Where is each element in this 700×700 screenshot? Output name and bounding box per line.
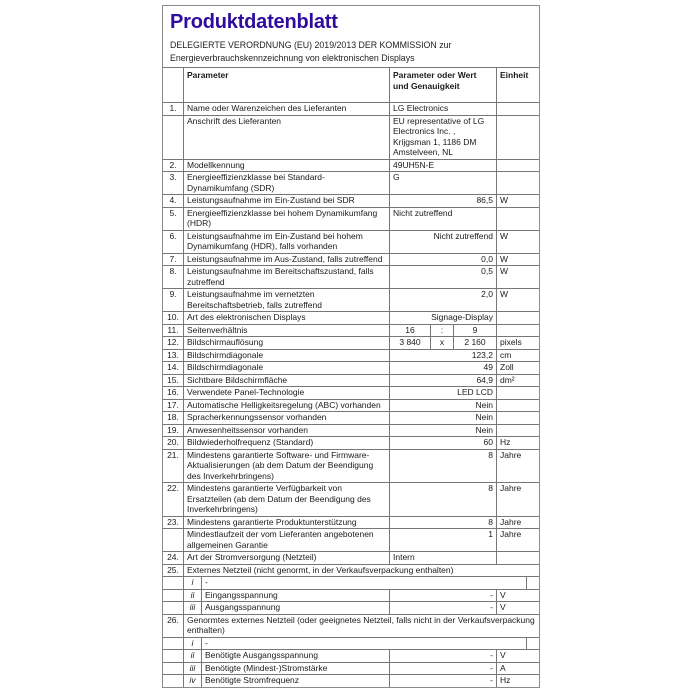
table-row <box>163 450 539 484</box>
unit-cell <box>497 208 539 230</box>
unit-cell: Jahre <box>500 449 522 460</box>
parameter-name: Mindestens garantierte Verfügbarkeit von Ersatzteilen (ab dem Datum der Beendigung des Inverkehrbringens) <box>184 483 390 516</box>
parameter-name: Leistungsaufnahme im Ein-Zustand bei hohem Dynamikumfang (HDR), falls vorhanden <box>184 231 390 253</box>
table-row <box>163 116 539 160</box>
table-row <box>163 362 539 375</box>
table-row <box>163 231 539 254</box>
unit-cell: A <box>500 662 506 673</box>
row-number: 14. <box>163 362 184 374</box>
roman-index: iii <box>184 602 202 614</box>
parameter-name: Bildschirmauflösung <box>184 337 390 349</box>
row-number: 26. <box>163 615 184 637</box>
sub-parameter-value: - <box>390 675 497 687</box>
sub-parameter-value: - <box>390 602 497 614</box>
product-datasheet <box>162 5 540 688</box>
table-row <box>163 400 539 413</box>
page-title: Produktdatenblatt <box>170 11 338 33</box>
row-number: 21. <box>163 450 184 483</box>
unit-cell: W <box>500 289 509 299</box>
unit-cell: W <box>500 266 509 276</box>
sub-parameter-name: Benötigte Ausgangsspannung <box>202 650 390 662</box>
table-row-section <box>163 565 539 578</box>
parameter-name: Bildschirmdiagonale <box>184 350 390 362</box>
table-row <box>163 437 539 450</box>
parameter-value: 123,2 <box>390 350 497 362</box>
unit-cell: V <box>500 589 506 600</box>
row-number: 9. <box>163 289 184 311</box>
resolution-width: 3 840 <box>390 337 431 349</box>
sub-parameter-name: Benötigte (Mindest-)Stromstärke <box>202 663 390 675</box>
parameter-name: Energieeffizienzklasse bei hohem Dynamikumfang (HDR) <box>184 208 390 230</box>
header-parameter: Parameter <box>184 68 390 102</box>
unit-cell: Jahre <box>500 483 522 493</box>
row-number: 3. <box>163 172 184 194</box>
table-subrow <box>163 663 539 676</box>
resolution-separator: x <box>431 337 454 349</box>
row-number: 23. <box>163 517 184 529</box>
parameter-value: Nein <box>390 412 497 424</box>
row-number: 18. <box>163 412 184 424</box>
unit-cell <box>497 412 539 424</box>
parameter-value: Intern <box>390 552 497 564</box>
parameter-name: Leistungsaufnahme im Aus-Zustand, falls zutreffend <box>184 254 390 266</box>
parameter-value: LG Electronics <box>390 103 497 115</box>
end-cell <box>527 638 539 650</box>
row-number: 17. <box>163 400 184 412</box>
parameter-name: Modellkennung <box>184 160 390 172</box>
roman-index: ii <box>184 590 202 602</box>
row-number: 15. <box>163 375 184 387</box>
row-number: 25. <box>163 565 184 577</box>
parameter-name: Spracherkennungssensor vorhanden <box>184 412 390 424</box>
row-number <box>163 663 184 675</box>
row-number: 19. <box>163 425 184 437</box>
parameter-value: 60 <box>390 437 497 449</box>
row-number: 8. <box>163 266 184 288</box>
unit-cell: W <box>500 230 509 241</box>
row-number: 24. <box>163 552 184 564</box>
parameter-value: EU representative of LG Electronics Inc. , Krijgsman 1, 1186 DM Amstelveen, NL <box>390 116 497 159</box>
parameter-value: Nicht zutreffend <box>390 231 497 253</box>
sub-parameter-value: - <box>390 650 497 662</box>
parameter-name: Bildschirmdiagonale <box>184 362 390 374</box>
parameter-name: Leistungsaufnahme im Ein-Zustand bei SDR <box>184 195 390 207</box>
resolution-height: 2 160 <box>454 337 497 349</box>
table-subrow-dash <box>163 638 539 651</box>
ratio-height: 9 <box>454 325 497 337</box>
table-header-row <box>163 68 539 103</box>
row-number: 16. <box>163 387 184 399</box>
unit-cell <box>497 387 539 399</box>
header-value: Parameter oder Wert und Genauigkeit <box>390 68 497 102</box>
sub-parameter-value: - <box>390 663 497 675</box>
roman-index: iv <box>184 675 202 687</box>
parameter-value: 8 <box>390 517 497 529</box>
unit-cell: V <box>500 602 506 612</box>
unit-cell <box>497 160 539 172</box>
parameter-name: Leistungsaufnahme im vernetzten Bereitschaftsbetrieb, falls zutreffend <box>184 289 390 311</box>
unit-cell <box>497 325 539 337</box>
table-subrow <box>163 675 539 687</box>
parameter-value: 0,5 <box>390 266 497 288</box>
parameter-value: 8 <box>390 483 497 516</box>
table-row <box>163 266 539 289</box>
parameter-value: 2,0 <box>390 289 497 311</box>
roman-index: iii <box>184 663 202 675</box>
parameter-name: Leistungsaufnahme im Bereitschaftszustand, falls zutreffend <box>184 266 390 288</box>
sub-parameter-name: Eingangsspannung <box>202 590 390 602</box>
section-title: Genormtes externes Netzteil (oder geeignetes Netzteil, falls nicht in der Verkaufsverpackung enthalten) <box>187 614 535 635</box>
unit-cell <box>497 172 539 194</box>
parameter-name: Seitenverhältnis <box>184 325 390 337</box>
parameter-value: 0,0 <box>390 254 497 266</box>
table-row <box>163 483 539 517</box>
row-number: 11. <box>163 325 184 337</box>
parameter-value: Nein <box>390 400 497 412</box>
unit-cell: Jahre <box>500 516 522 527</box>
table-row <box>163 103 539 116</box>
dash-cell: - <box>202 638 527 650</box>
parameter-name: Bildwiederholfrequenz (Standard) <box>184 437 390 449</box>
table-row <box>163 208 539 231</box>
unit-cell <box>497 116 539 159</box>
unit-cell: W <box>500 195 509 205</box>
table-row-resolution <box>163 337 539 350</box>
parameter-value: 49UH5N-E <box>390 160 497 172</box>
table-row <box>163 425 539 438</box>
parameter-name: Mindestens garantierte Software- und Firmware-Aktualisierungen (ab dem Datum der Beendigung des Inverkehrbringens) <box>184 450 390 483</box>
parameter-name: Automatische Helligkeitsregelung (ABC) vorhanden <box>184 400 390 412</box>
table-row-section <box>163 615 539 638</box>
row-number <box>163 590 184 602</box>
table-subrow <box>163 650 539 663</box>
parameter-name: Energieeffizienzklasse bei Standard-Dynamikumfang (SDR) <box>184 172 390 194</box>
row-number: 2. <box>163 160 184 172</box>
row-number <box>163 638 184 650</box>
row-number: 7. <box>163 254 184 266</box>
header-number-cell <box>163 68 184 102</box>
sub-parameter-value: - <box>390 590 497 602</box>
table-row <box>163 254 539 267</box>
unit-cell <box>497 400 539 412</box>
unit-cell <box>497 312 539 324</box>
table-row <box>163 312 539 325</box>
unit-cell: Jahre <box>500 529 522 539</box>
table-row <box>163 375 539 388</box>
unit-cell: W <box>500 253 509 264</box>
parameter-value: 64,9 <box>390 375 497 387</box>
sub-parameter-name: Benötigte Stromfrequenz <box>202 675 390 687</box>
section-title: Externes Netzteil (nicht genormt, in der Verkaufsverpackung enthalten) <box>187 564 454 575</box>
parameter-value: Nicht zutreffend <box>390 208 497 230</box>
table-subrow <box>163 602 539 615</box>
row-number: 13. <box>163 350 184 362</box>
table-row <box>163 160 539 173</box>
parameter-value: LED LCD <box>390 387 497 399</box>
table-row <box>163 195 539 208</box>
unit-cell <box>497 103 539 115</box>
row-number <box>163 529 184 551</box>
table-subrow-dash <box>163 577 539 590</box>
table-row <box>163 350 539 363</box>
roman-index: i <box>184 638 202 650</box>
row-number: 6. <box>163 231 184 253</box>
subtitle-line-2: Energieverbrauchskennzeichnung von elektronischen Displays <box>170 52 415 63</box>
row-number <box>163 675 184 687</box>
roman-index: ii <box>184 650 202 662</box>
roman-index: i <box>184 577 202 589</box>
parameter-name: Anwesenheitssensor vorhanden <box>184 425 390 437</box>
parameter-value: G <box>390 172 497 194</box>
parameter-value: 8 <box>390 450 497 483</box>
parameter-value: Signage-Display <box>390 312 497 324</box>
table-row <box>163 289 539 312</box>
end-cell <box>527 577 539 589</box>
parameter-name: Verwendete Panel-Technologie <box>184 387 390 399</box>
unit-cell <box>497 425 539 437</box>
table-row <box>163 172 539 195</box>
unit-cell: pixels <box>500 337 522 347</box>
ratio-width: 16 <box>390 325 431 337</box>
row-number: 20. <box>163 437 184 449</box>
parameter-name: Art der Stromversorgung (Netzteil) <box>184 552 390 564</box>
unit-cell: dm² <box>500 374 515 385</box>
unit-cell: Hz <box>500 675 511 685</box>
spec-table <box>163 67 539 687</box>
parameter-value: Nein <box>390 425 497 437</box>
table-row-aspect-ratio <box>163 325 539 338</box>
table-row <box>163 387 539 400</box>
parameter-name: Sichtbare Bildschirmfläche <box>184 375 390 387</box>
row-number: 22. <box>163 483 184 516</box>
parameter-name: Name oder Warenzeichen des Lieferanten <box>184 103 390 115</box>
parameter-name: Art des elektronischen Displays <box>184 312 390 324</box>
row-number <box>163 602 184 614</box>
table-row <box>163 517 539 530</box>
row-number <box>163 116 184 159</box>
row-number: 4. <box>163 195 184 207</box>
parameter-value: 1 <box>390 529 497 551</box>
unit-cell: V <box>500 650 506 660</box>
row-number: 12. <box>163 337 184 349</box>
row-number: 1. <box>163 103 184 115</box>
header-unit: Einheit <box>500 70 529 80</box>
subtitle-line-1: DELEGIERTE VERORDNUNG (EU) 2019/2013 DER KOMMISSION zur <box>170 40 452 50</box>
table-row <box>163 412 539 425</box>
unit-cell: Zoll <box>500 362 514 372</box>
parameter-name: Mindestens garantierte Produktunterstützung <box>184 517 390 529</box>
table-subrow <box>163 590 539 603</box>
table-row <box>163 529 539 552</box>
datasheet-header <box>163 6 539 67</box>
table-row <box>163 552 539 565</box>
row-number <box>163 650 184 662</box>
row-number: 10. <box>163 312 184 324</box>
dash-cell: - <box>202 577 527 589</box>
parameter-value: 86,5 <box>390 195 497 207</box>
unit-cell <box>497 552 539 564</box>
row-number <box>163 577 184 589</box>
sub-parameter-name: Ausgangsspannung <box>202 602 390 614</box>
row-number: 5. <box>163 208 184 230</box>
ratio-separator: : <box>431 325 454 337</box>
unit-cell: cm <box>500 349 512 360</box>
parameter-name: Anschrift des Lieferanten <box>184 116 390 159</box>
unit-cell: Hz <box>500 437 511 447</box>
parameter-name: Mindestlaufzeit der vom Lieferanten angebotenen allgemeinen Garantie <box>184 529 390 551</box>
parameter-value: 49 <box>390 362 497 374</box>
